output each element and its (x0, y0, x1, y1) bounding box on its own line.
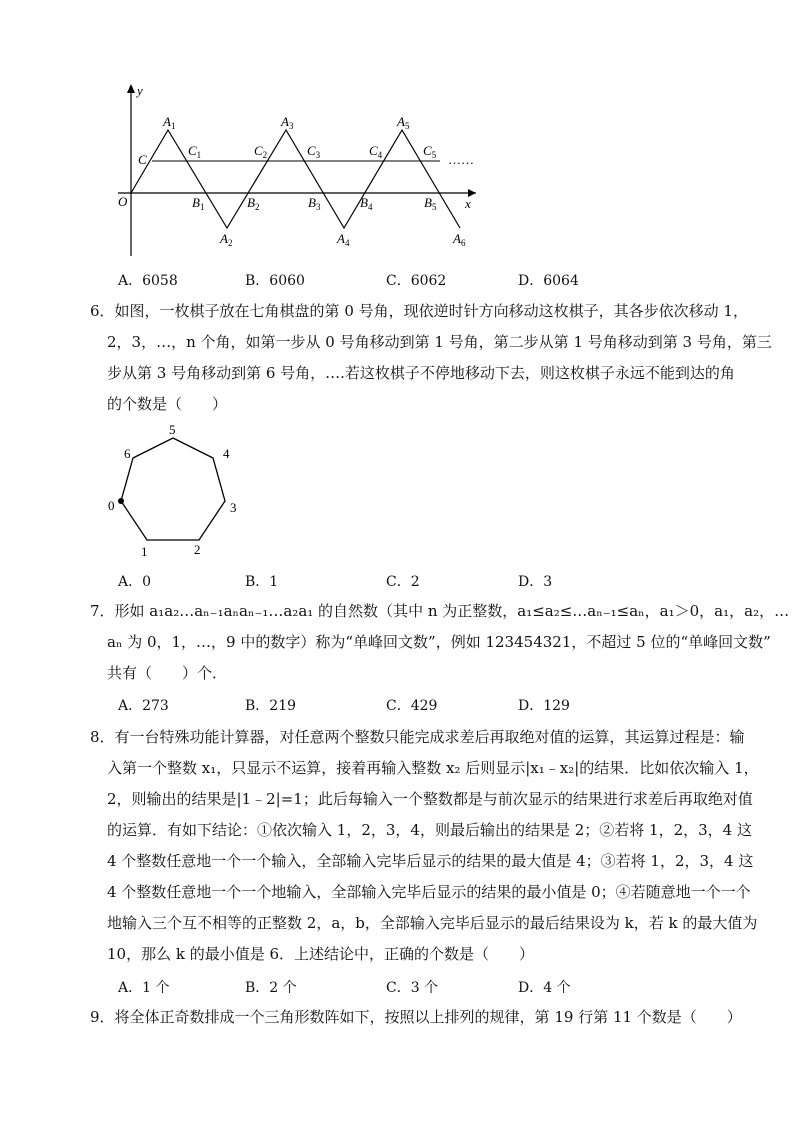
corner-label-4: 4 (223, 446, 230, 461)
q8-line: 地输入三个互不相等的正整数 2，a，b，全部输入完毕后显示的最后结果设为 k，若 k 的最大值为 (107, 914, 758, 932)
point-c3-label: $C_3$ (307, 143, 321, 160)
q5-option-b[interactable]: B．6060 (245, 273, 305, 289)
q8-option-d[interactable]: D．4 个 (518, 980, 571, 996)
q5-option-d[interactable]: D．6064 (518, 273, 579, 289)
point-b1-label: $B_1$ (192, 195, 205, 212)
point-a1-label: $A_1$ (163, 114, 176, 131)
q7-option-c[interactable]: C．429 (386, 698, 438, 714)
point-b3-label: $B_3$ (308, 195, 321, 212)
point-b4-label: $B_4$ (360, 195, 373, 212)
q7-line: 7．形如 a₁a₂…aₙ₋₁aₙaₙ₋₁…a₂a₁ 的自然数（其中 n 为正整数，a₁≤a₂≤…aₙ₋₁≤aₙ，a₁＞0，a₁，a₂，… (90, 602, 790, 620)
point-a4-label: $A_4$ (337, 231, 350, 248)
point-c-label: C (138, 152, 147, 167)
point-c1-label: $C_1$ (188, 143, 202, 160)
q8-line: 8．有一台特殊功能计算器，对任意两个整数只能完成求差后再取绝对值的运算，其运算过程是：输 (90, 728, 745, 746)
corner-label-6: 6 (124, 446, 131, 461)
q7-option-b[interactable]: B．219 (245, 698, 297, 714)
question-7 (90, 596, 790, 689)
chess-piece (118, 498, 124, 504)
axis-y-label: y (137, 83, 143, 98)
q6-option-a[interactable]: A．0 (118, 574, 152, 590)
q8-line: 4 个整数任意地一个一个输入，全部输入完毕后显示的结果的最大值是 4；③若将 1，2，3，4 这 (107, 852, 754, 870)
q6-line: 6．如图，一枚棋子放在七角棋盘的第 0 号角，现依逆时针方向移动这枚棋子，其各步依次移动 1， (90, 302, 748, 320)
q8-line: 的运算．有如下结论：①依次输入 1，2，3，4，则最后输出的结果是 2；②若将 1，2，3，4 这 (107, 821, 752, 839)
q6-line: 步从第 3 号角移动到第 6 号角，….若这枚棋子不停地移动下去，则这枚棋子永远不能到达的角 (107, 364, 735, 382)
question-9 (90, 1002, 742, 1033)
zigzag-figure (0, 0, 794, 270)
point-b2-label: $B_2$ (247, 195, 260, 212)
q6-option-d[interactable]: D．3 (518, 574, 553, 590)
q7-line: 共有（ ）个． (107, 664, 228, 682)
point-c2-label: $C_2$ (254, 143, 268, 160)
q5-option-a[interactable]: A．6058 (118, 273, 178, 289)
corner-label-1: 1 (141, 544, 148, 559)
q8-line: 2，则输出的结果是|1﹣2|=1；此后每输入一个整数都是与前次显示的结果进行求差后再取绝对值 (107, 790, 753, 808)
point-a2-label: $A_2$ (220, 231, 233, 248)
heptagon-figure (100, 422, 260, 562)
point-c5-label: $C_5$ (423, 143, 437, 160)
q8-line: 入第一个整数 x₁，只显示不运算，接着再输入整数 x₂ 后则显示|x₁﹣x₂|的结果．比如依次输入 1， (107, 759, 759, 777)
q7-option-a[interactable]: A．273 (118, 698, 169, 714)
q6-option-b[interactable]: B．1 (245, 574, 279, 590)
q8-option-a[interactable]: A．1 个 (118, 980, 170, 996)
q5-option-c[interactable]: C．6062 (386, 273, 447, 289)
corner-label-3: 3 (230, 500, 237, 515)
q7-line: aₙ 为 0，1，…，9 中的数字）称为“单峰回文数”，例如 123454321，不超过 5 位的“单峰回文数” (107, 633, 771, 651)
q8-line: 4 个整数任意地一个一个地输入，全部输入完毕后显示的结果的最小值是 0；④若随意地一个一个 (107, 883, 751, 901)
q7-option-d[interactable]: D．129 (518, 698, 570, 714)
continuation-dots: …… (448, 152, 474, 167)
q6-line: 2，3，…，n 个角，如第一步从 0 号角移动到第 1 号角，第二步从第 1 号角移动到第 3 号角，第三 (107, 333, 772, 351)
q8-option-c[interactable]: C．3 个 (386, 980, 439, 996)
axis-x-label: x (465, 196, 471, 211)
heptagon-board (121, 438, 225, 540)
corner-label-2: 2 (194, 542, 201, 557)
y-axis-arrow-icon (127, 84, 135, 93)
point-a3-label: $A_3$ (281, 114, 294, 131)
q6-line: 的个数是（ ） (107, 395, 228, 413)
q8-line: 10，那么 k 的最小值是 6．上述结论中，正确的个数是（ ） (107, 945, 535, 963)
point-b5-label: $B_5$ (424, 195, 437, 212)
q8-option-b[interactable]: B．2 个 (245, 980, 297, 996)
point-a6-label: $A_6$ (453, 231, 466, 248)
q6-option-c[interactable]: C．2 (386, 574, 420, 590)
zigzag-line (131, 130, 460, 228)
q9-line: 9．将全体正奇数排成一个三角形数阵如下，按照以上排列的规律，第 19 行第 11 个数是（ ） (90, 1008, 742, 1026)
corner-label-5: 5 (169, 422, 176, 437)
corner-label-0: 0 (108, 498, 115, 513)
origin-label: O (118, 194, 128, 209)
question-6 (90, 296, 772, 420)
point-c4-label: $C_4$ (369, 143, 383, 160)
question-8 (90, 722, 759, 970)
point-a5-label: $A_5$ (397, 114, 410, 131)
